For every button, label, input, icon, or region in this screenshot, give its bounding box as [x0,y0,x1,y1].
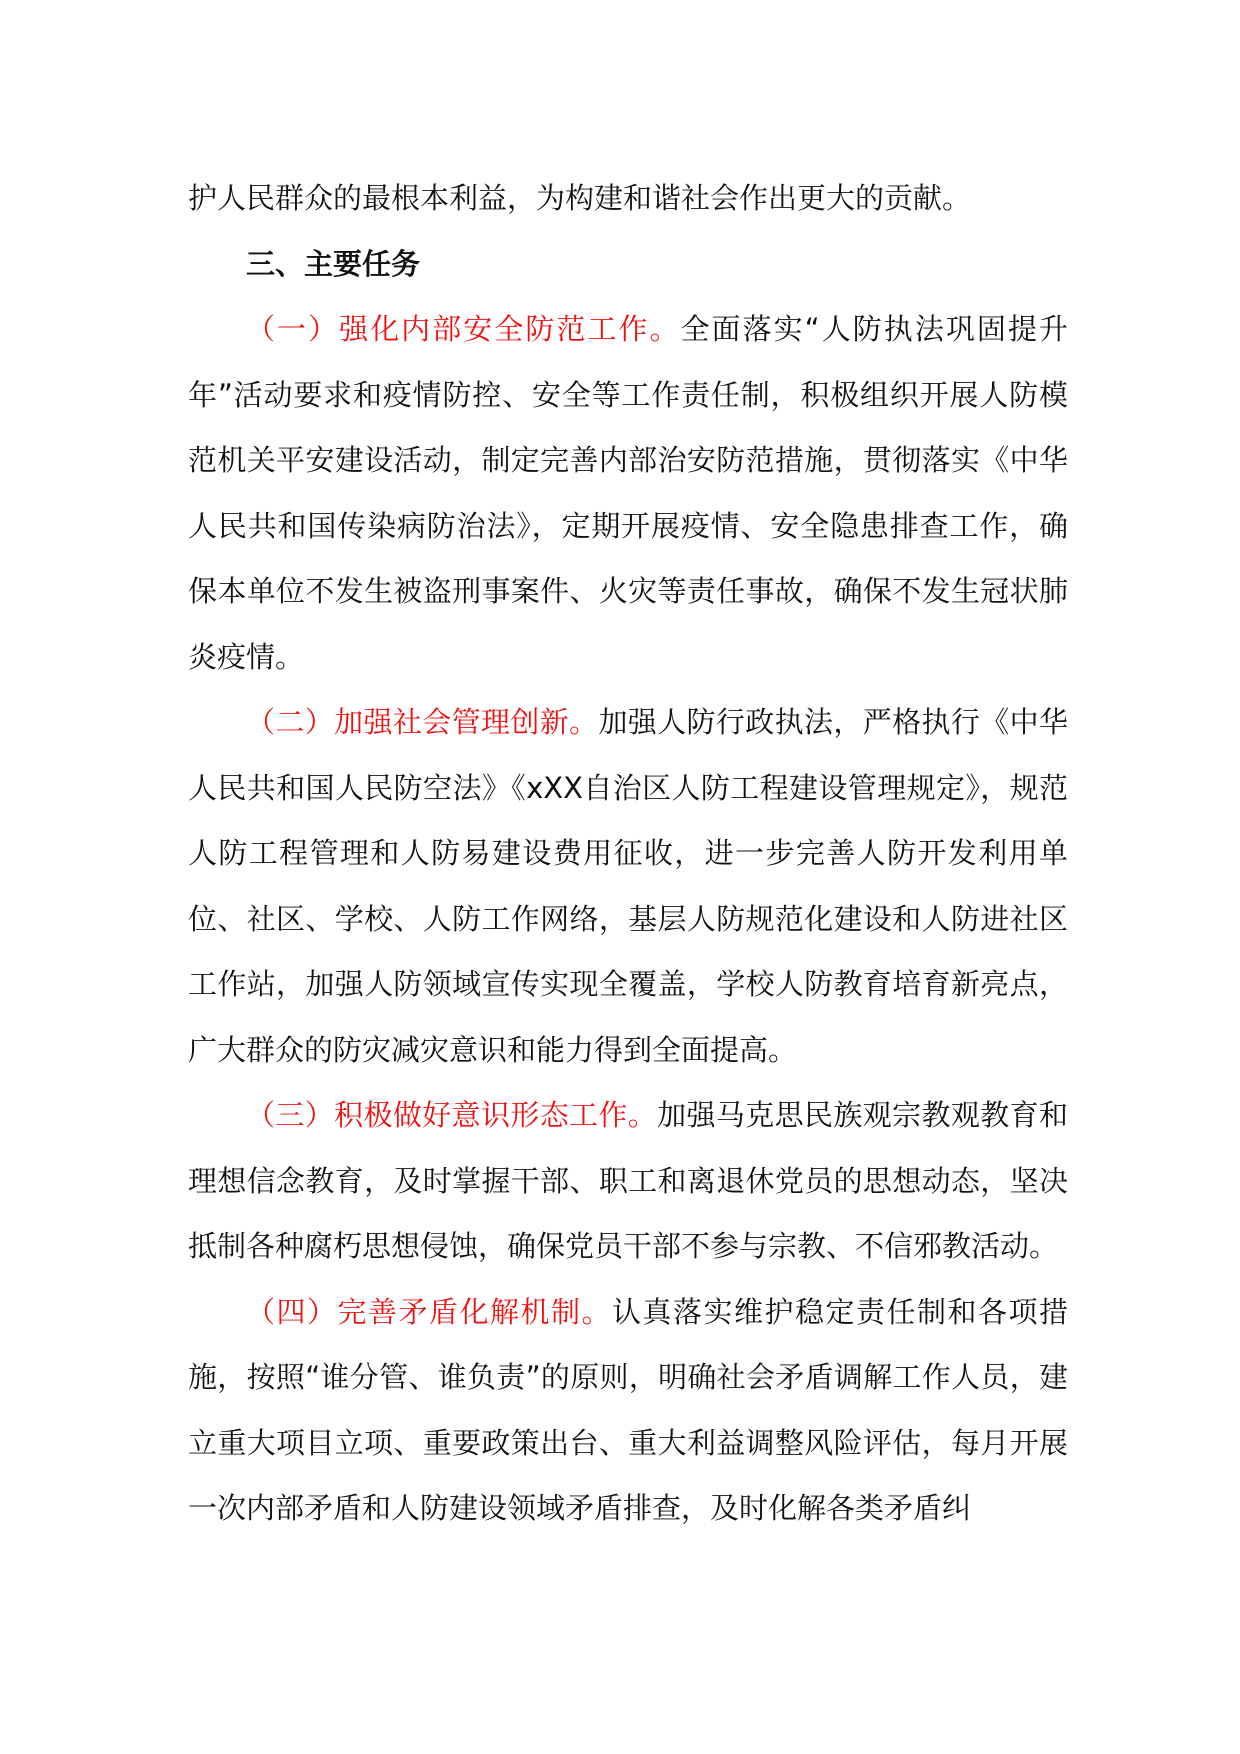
task-body-4: 认真落实维护稳定责任制和各项措施，按照“谁分管、谁负责”的原则，明确社会矛盾调解工作人员，建立重大项目立项、重要政策出台、重大利益调整风险评估，每月开展一次内部矛盾和人防建设领域矛盾排查，及时化解各类矛盾纠 [188,1294,1068,1525]
task-body-2: 加强人防行政执法，严格执行《中华人民共和国人民防空法》《xXX自治区人防工程建设管理规定》，规范人防工程管理和人防易建设费用征收，进一步完善人防开发利用单位、社区、学校、人防工作网络，基层人防规范化建设和人防进社区工作站，加强人防领域宣传实现全覆盖，学校人防教育培育新亮点，广大群众的防灾减灾意识和能力得到全面提高。 [188,705,1068,1067]
task-paragraph-1 [188,297,1068,690]
task-body-1: 全面落实“人防执法巩固提升年”活动要求和疫情防控、安全等工作责任制，积极组织开展人防模范机关平安建设活动，制定完善内部治安防范措施，贯彻落实《中华人民共和国传染病防治法》，定期开展疫情、安全隐患排查工作，确保本单位不发生被盗刑事案件、火灾等责任事故，确保不发生冠状肺炎疫情。 [188,312,1068,674]
section-heading: 三、主要任务 [246,246,421,281]
task-body-3: 加强马克思民族观宗教观教育和理想信念教育，及时掌握干部、职工和离退休党员的思想动态，坚决抵制各种腐朽思想侵蚀，确保党员干部不参与宗教、不信邪教活动。 [188,1098,1068,1263]
task-paragraph-4 [188,1280,1068,1542]
intro-tail-paragraph: 护人民群众的最根本利益，为构建和谐社会作出更大的贡献。 [188,181,972,215]
document-page [188,166,1068,1542]
task-title-2: （二）加强社会管理创新。 [246,705,599,739]
task-title-1: （一）强化内部安全防范工作。 [246,312,681,346]
task-paragraph-2 [188,690,1068,1083]
task-paragraph-3 [188,1083,1068,1280]
task-title-4: （四）完善矛盾化解机制。 [246,1294,612,1329]
task-title-3: （三）积极做好意识形态工作。 [246,1098,658,1132]
